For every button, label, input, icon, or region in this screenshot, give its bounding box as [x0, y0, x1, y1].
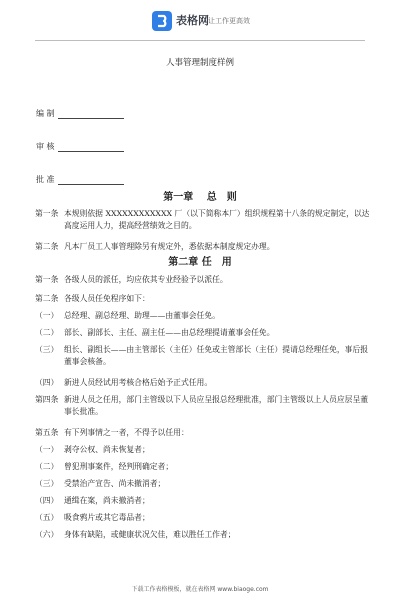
article-item [35, 512, 370, 524]
item-number: （二） [35, 462, 59, 471]
brand-logo-icon [152, 11, 172, 31]
brand-header [0, 6, 400, 36]
brand-name: 表格网 [176, 14, 209, 27]
item-text: 曾犯刑事案件，经判刑确定者； [64, 462, 174, 471]
article-number: 第五条 [35, 428, 59, 437]
item-text: 通缉在案，尚未撤消者； [64, 496, 150, 505]
article-number: 第一条 [35, 275, 59, 284]
signature-line [58, 151, 124, 152]
article-number: 第一条 [35, 209, 59, 218]
signature-label: 编 制 [36, 109, 55, 118]
chapter-heading: 第二章 任 用 [168, 257, 232, 268]
item-number: （四） [35, 496, 59, 505]
page-footer: 下载工作表格模板，就在表格网 www.biaoge.com [131, 586, 269, 593]
signature-line [58, 184, 124, 185]
item-text: 组长、副组长——由主管部长（主任）任免或主管部长（主任）提请总经理任免，事后报董事会核备。 [64, 345, 369, 366]
article-text: 各级人员任免程序如下： [64, 294, 150, 303]
item-number: （一） [35, 311, 59, 320]
article-paragraph [35, 274, 370, 286]
item-text: 身体有缺陷，或健康状况欠佳，难以胜任工作者； [64, 530, 236, 539]
article-item [35, 377, 370, 389]
article-text: 各级人员的派任，均应依其专业经验予以派任。 [64, 275, 228, 284]
item-text: 剥夺公权、尚未恢复者； [64, 445, 150, 454]
article-paragraph [35, 427, 370, 439]
article-item [35, 478, 370, 490]
article-paragraph [35, 394, 370, 418]
item-text: 受禁治产宣告、尚未撤消者； [64, 479, 166, 488]
item-text: 总经理、副总经理、助理——由董事会任免。 [64, 311, 220, 320]
article-item [35, 461, 370, 473]
item-text: 部长、副部长、主任、副主任——由总经理提请董事会任免。 [64, 328, 275, 337]
article-item [35, 327, 370, 339]
article-item [35, 529, 370, 541]
item-number: （三） [35, 479, 59, 488]
brand-tagline: 让工作更高效 [208, 17, 250, 25]
article-text: 本规则依据 XXXXXXXXXXXX 厂（以下简称本厂）组织规程第十八条的规定制定，以达高度运用人力，提高经营绩效之目的。 [64, 209, 370, 230]
header-divider [35, 40, 365, 41]
chapter-heading: 第一章 总 则 [163, 192, 237, 203]
article-number: 第二条 [35, 242, 59, 251]
article-paragraph [35, 241, 370, 253]
article-paragraph [35, 208, 370, 232]
article-paragraph [35, 293, 370, 305]
item-number: （五） [35, 513, 59, 522]
signature-prepared [36, 108, 56, 120]
article-item [35, 344, 370, 368]
signature-approved [36, 174, 56, 186]
article-text: 有下列事情之一者，不得予以任用： [64, 428, 189, 437]
article-number: 第二条 [35, 294, 59, 303]
signature-line [58, 118, 124, 119]
article-item [35, 310, 370, 322]
article-text: 新进人员之任用，部门主管级以下人员应呈报总经理批准，部门主管级以上人员应层呈董事长批准。 [64, 395, 369, 416]
article-item [35, 444, 370, 456]
item-number: （一） [35, 445, 59, 454]
signature-label: 批 准 [36, 175, 55, 184]
article-text: 凡本厂员工人事管理除另有规定外，悉依据本制度规定办理。 [64, 242, 275, 251]
signature-label: 审 核 [36, 142, 55, 151]
item-number: （二） [35, 328, 59, 337]
item-number: （六） [35, 530, 59, 539]
item-number: （四） [35, 378, 59, 387]
item-text: 吸食鸦片或其它毒品者； [64, 513, 150, 522]
document-title: 人事管理制度样例 [165, 58, 234, 68]
item-text: 新进人员经试用考核合格后始予正式任用。 [64, 378, 213, 387]
signature-reviewed [36, 141, 56, 153]
article-item [35, 495, 370, 507]
article-number: 第四条 [35, 395, 59, 404]
item-number: （三） [35, 345, 59, 354]
